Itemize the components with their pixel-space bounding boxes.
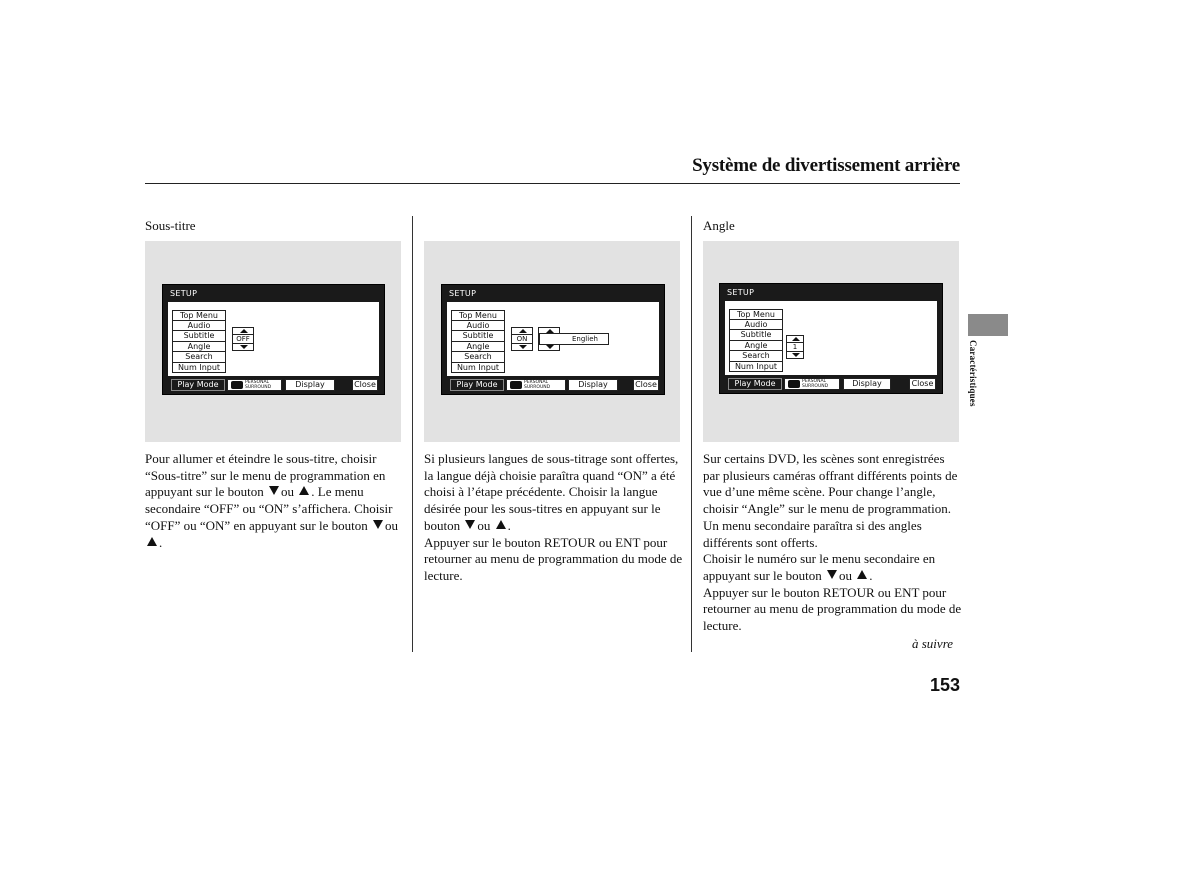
paragraph (424, 451, 684, 535)
surround-line-1: PERSONAL (802, 379, 827, 384)
setup-menu (451, 310, 505, 373)
up-triangle-icon (147, 537, 157, 546)
subtitle-on-off-spinner[interactable] (232, 327, 254, 351)
down-triangle-icon (373, 520, 383, 529)
text-run: Si plusieurs langues de sous-titrage sont offertes, la langue déjà choisie paraîtra quand “ON” a été choisi à l’étape précédente. Choisir la langue désirée pour les sous-titres en appuyant sur le bouton (424, 451, 679, 533)
close-button[interactable]: Close (909, 378, 936, 390)
body-text-subtitle-language (424, 451, 684, 585)
display-button[interactable]: Display (568, 379, 618, 391)
menu-item-search[interactable]: Search (172, 352, 226, 363)
personal-surround-button[interactable] (506, 379, 566, 391)
text-run: ou (477, 517, 491, 533)
up-triangle-icon (496, 520, 506, 529)
text-run: ou (385, 517, 399, 533)
setup-menu (172, 310, 226, 373)
screen-footer (447, 379, 659, 391)
menu-item-search[interactable]: Search (729, 351, 783, 362)
spinner-value: 1 (787, 342, 803, 352)
setup-menu (729, 309, 783, 372)
text-run: ou (839, 567, 853, 583)
play-mode-button[interactable]: Play Mode (450, 379, 504, 391)
personal-surround-button[interactable] (784, 378, 840, 390)
paragraph: Appuyer sur le bouton RETOUR ou ENT pour retourner au menu de programmation du mode de lecture. (703, 584, 962, 634)
subtitle-on-off-spinner[interactable] (511, 327, 533, 351)
text-run: Choisir le numéro sur le menu secondaire en appuyant sur le bouton (703, 551, 936, 583)
paragraph (703, 551, 963, 584)
column-label-subtitle: Sous-titre (145, 218, 196, 233)
screen-body (168, 302, 379, 376)
surround-line-2: SURROUND (802, 384, 829, 389)
menu-item-subtitle[interactable]: Subtitle (451, 331, 505, 342)
menu-item-search[interactable]: Search (451, 352, 505, 363)
surround-line-1: PERSONAL (524, 380, 549, 385)
close-button[interactable]: Close (352, 379, 378, 391)
menu-item-angle[interactable]: Angle (172, 342, 226, 353)
surround-line-2: SURROUND (245, 385, 272, 390)
personal-surround-icon (510, 381, 522, 389)
section-tab (968, 314, 1008, 336)
down-arrow-icon[interactable] (512, 344, 532, 350)
down-arrow-icon[interactable] (233, 344, 253, 350)
setup-screen (719, 283, 943, 394)
menu-item-angle[interactable]: Angle (729, 341, 783, 352)
menu-item-top-menu[interactable]: Top Menu (172, 310, 226, 321)
down-arrow-icon[interactable] (785, 352, 803, 358)
figure-subtitle-language-screen (424, 241, 680, 442)
surround-line-1: PERSONAL (245, 380, 270, 385)
paragraph: Appuyer sur le bouton RETOUR ou ENT pour retourner au menu de programmation du mode de lecture. (424, 534, 683, 583)
menu-item-audio[interactable]: Audio (172, 321, 226, 332)
down-triangle-icon (269, 486, 279, 495)
up-triangle-icon (857, 570, 867, 579)
menu-item-num-input[interactable]: Num Input (172, 363, 226, 374)
down-triangle-icon (465, 520, 475, 529)
menu-item-top-menu[interactable]: Top Menu (451, 310, 505, 321)
page-title: Système de divertissement arrière (692, 155, 960, 176)
section-label (968, 340, 986, 430)
menu-item-audio[interactable]: Audio (729, 320, 783, 331)
figure-angle-screen (703, 241, 959, 442)
menu-item-audio[interactable]: Audio (451, 321, 505, 332)
screen-body (725, 301, 937, 375)
body-text-angle (703, 451, 963, 635)
setup-screen (162, 284, 385, 395)
column-label-angle: Angle (703, 218, 735, 233)
text-run: . (869, 567, 873, 583)
text-run: . (507, 517, 511, 533)
screen-title: SETUP (170, 289, 198, 298)
play-mode-button[interactable]: Play Mode (171, 379, 225, 391)
screen-footer (725, 378, 937, 390)
menu-item-top-menu[interactable]: Top Menu (729, 309, 783, 320)
section-label-text: Caractéristiques (968, 340, 978, 407)
play-mode-button[interactable]: Play Mode (728, 378, 782, 390)
screen-title: SETUP (449, 289, 477, 298)
down-triangle-icon (827, 570, 837, 579)
personal-surround-button[interactable] (227, 379, 282, 391)
text-run: Pour allumer et éteindre le sous-titre, choisir “Sous-titre” sur le menu de programmation en appuyant sur le bouton (145, 451, 386, 500)
up-arrow-icon[interactable] (785, 336, 803, 342)
spinner-value: OFF (233, 334, 253, 344)
display-button[interactable]: Display (285, 379, 335, 391)
menu-item-subtitle[interactable]: Subtitle (172, 331, 226, 342)
language-name-box: Englieh (539, 333, 609, 345)
up-triangle-icon (299, 486, 309, 495)
menu-item-subtitle[interactable]: Subtitle (729, 330, 783, 341)
menu-item-angle[interactable]: Angle (451, 342, 505, 353)
page-header (145, 152, 960, 184)
personal-surround-icon (788, 380, 800, 388)
up-arrow-icon[interactable] (512, 328, 532, 334)
figure-subtitle-screen (145, 241, 401, 442)
display-button[interactable]: Display (843, 378, 891, 390)
body-text-subtitle (145, 451, 405, 551)
spinner-value: ON (512, 334, 532, 344)
angle-number-spinner[interactable] (786, 335, 804, 359)
paragraph (145, 451, 405, 551)
screen-body (447, 302, 659, 376)
text-run: . (159, 534, 163, 550)
setup-screen (441, 284, 665, 395)
close-button[interactable]: Close (633, 379, 659, 391)
text-run: ou (281, 484, 295, 500)
paragraph: Sur certains DVD, les scènes sont enregistrées par plusieurs caméras offrant différents points de vue d’une même scène. Pour change l’angle, choisir “Angle” sur le menu de programmation. Un menu secondaire paraîtra si des angles différents sont offerts. (703, 451, 958, 550)
personal-surround-icon (231, 381, 243, 389)
screen-title: SETUP (727, 288, 755, 297)
surround-line-2: SURROUND (524, 385, 551, 390)
continue-label: à suivre (912, 636, 954, 651)
up-arrow-icon[interactable] (233, 328, 253, 334)
column-divider (691, 216, 692, 652)
screen-footer (168, 379, 379, 391)
column-divider (412, 216, 413, 652)
menu-item-num-input[interactable]: Num Input (729, 362, 783, 373)
menu-item-num-input[interactable]: Num Input (451, 363, 505, 374)
page-number: 153 (929, 675, 960, 695)
text-run: . Le menu secondaire “OFF” ou “ON” s’affichera. Choisir “OFF” ou “ON” en appuyant sur le bouton (145, 484, 393, 533)
